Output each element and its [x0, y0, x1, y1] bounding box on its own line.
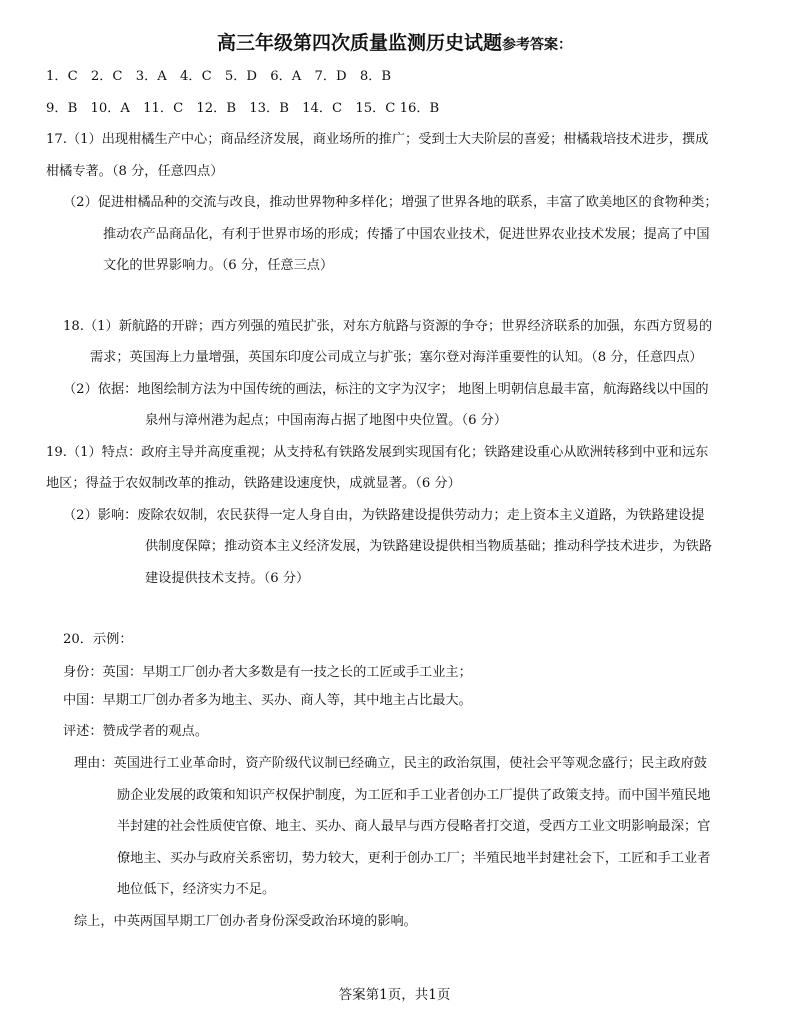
q19-line-5: 建设提供技术支持。（6 分）: [145, 571, 310, 586]
title-suffix: 参考答案：: [502, 37, 572, 53]
q17-line-2: 柑橘专著。（8 分，任意四点）: [46, 164, 224, 179]
q20-line-10: 综上，中英两国早期工厂创办者身份深受政治环境的影响。: [74, 914, 417, 929]
page-footer: 答案第1页，共1页: [338, 987, 451, 1003]
q17-line-1: 17.（1）出现柑橘生产中心；商品经济发展，商业场所的推广；受到士大夫阶层的喜爱；柑橘栽培技术进步，撰成: [46, 132, 709, 147]
q17-line-4: 推动农产品商品化，有利于世界市场的形成；传播了中国农业技术，促进世界农业技术发展；提高了中国: [103, 227, 710, 242]
q19-line-2: 地区；得益于农奴制改革的推动，铁路建设速度快，成就显著。（6 分）: [46, 476, 461, 491]
q19-line-3: （2）影响：废除农奴制，农民获得一定人身自由，为铁路建设提供劳动力；走上资本主义道路，为铁路建设提: [63, 508, 705, 523]
q20-line-9: 地位低下，经济实力不足。: [117, 882, 276, 897]
q20-line-5: 理由：英国进行工业革命时，资产阶级代议制已经确立，民主的政治氛围，使社会平等观念盛行；民主政府鼓: [74, 756, 707, 771]
q18-line-3: （2）依据：地图绘制方法为中国传统的画法，标注的文字为汉字； 地图上明朝信息最丰富，航海路线以中国的: [63, 382, 709, 397]
q20-line-8: 僚地主、买办与政府关系密切，势力较大，更利于创办工厂；半殖民地半封建社会下，工匠和手工业者: [117, 851, 711, 866]
mc-answers-row-1: 1．C 2．C 3．A 4．C 5．D 6．A 7．D 8．B: [46, 69, 392, 84]
q20-line-4: 评述：赞成学者的观点。: [63, 724, 209, 739]
q20-line-3: 中国：早期工厂创办者多为地主、买办、商人等，其中地主占比最大。: [63, 693, 472, 708]
q17-line-3: （2）促进柑橘品种的交流与改良，推动世界物种多样化；增强了世界各地的联系，丰富了欧美地区的食物种类；: [63, 195, 718, 210]
page-title: [0, 30, 789, 58]
q20-line-2: 身份：英国：早期工厂创办者大多数是有一技之长的工匠或手工业主；: [63, 665, 472, 680]
q18-line-1: 18.（1）新航路的开辟；西方列强的殖民扩张，对东方航路与资源的争夺；世界经济联系的加强，东西方贸易的: [63, 319, 713, 334]
q19-line-4: 供制度保障；推动资本主义经济发展，为铁路建设提供相当物质基础；推动科学技术进步，为铁路: [145, 539, 713, 554]
title-main: 高三年级第四次质量监测历史试题: [216, 32, 502, 54]
q20-line-7: 半封建的社会性质使官僚、地主、买办、商人最早与西方侵略者打交道，受西方工业文明影响最深；官: [117, 819, 711, 834]
q18-line-2: 需求；英国海上力量增强，英国东印度公司成立与扩张；塞尔登对海洋重要性的认知。（8 分，任意四点）: [90, 350, 703, 365]
mc-answers-row-2: 9．B 10．A 11．C 12．B 13．B 14．C 15．C 16．B: [46, 101, 440, 116]
q17-line-5: 文化的世界影响力。（6 分，任意三点）: [103, 258, 334, 273]
q20-line-1: 20．示例：: [63, 632, 133, 647]
q19-line-1: 19.（1）特点：政府主导并高度重视；从支持私有铁路发展到实现国有化；铁路建设重心从欧洲转移到中亚和远东: [46, 445, 709, 460]
q20-line-6: 励企业发展的政策和知识产权保护制度，为工匠和手工业者创办工厂提供了政策支持。而中国半殖民地: [117, 788, 711, 803]
q18-line-4: 泉州与漳州港为起点；中国南海占据了地图中央位置。（6 分）: [145, 413, 508, 428]
